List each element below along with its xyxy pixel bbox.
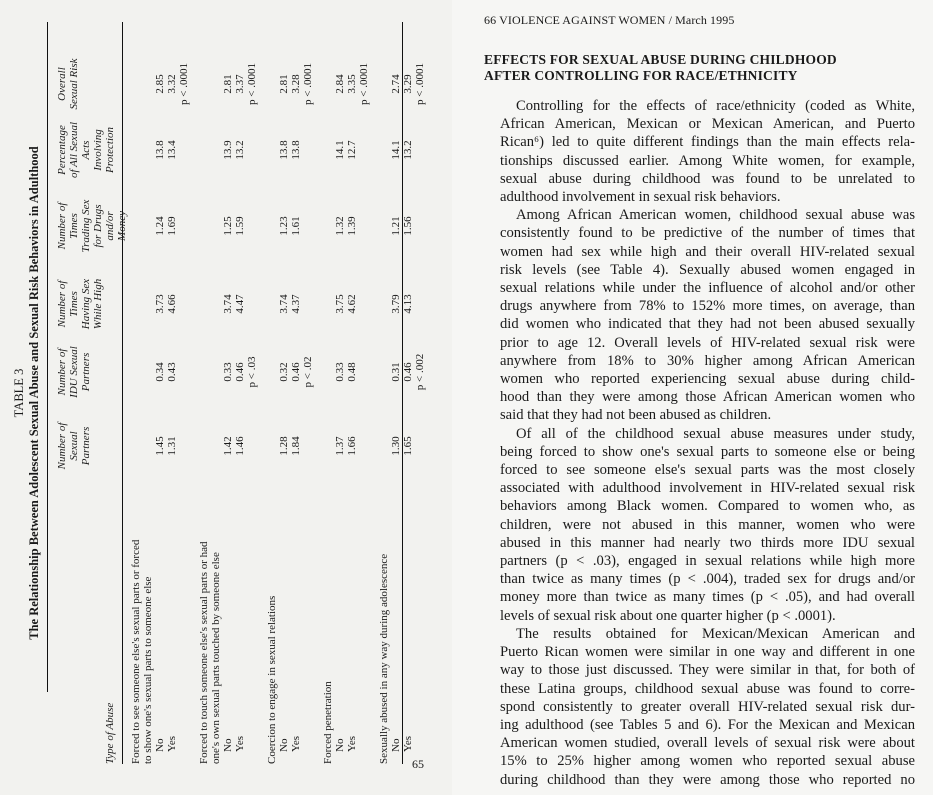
text-line: being forced to show one's sexual parts to someone else or being xyxy=(500,443,915,460)
paragraph xyxy=(484,97,915,206)
row-label-yes: Yes xyxy=(402,735,414,752)
table-cell: 3.74 xyxy=(222,294,234,314)
text-line: Controlling for the effects of race/ethnicity (coded as White, xyxy=(516,98,915,114)
group-label: Sexually abused in any way during adolescence xyxy=(378,553,390,764)
left-page-number: 65 xyxy=(412,757,424,771)
table-cell: 1.30 xyxy=(390,436,402,456)
section-heading xyxy=(484,52,904,84)
type-of-abuse-header: Type of Abuse xyxy=(104,702,116,764)
table-cell: 3.28 xyxy=(290,74,302,94)
text-line: women who reported experiencing sexual abuse during child- xyxy=(500,371,915,388)
table-cell: 3.35 xyxy=(346,74,358,94)
text-line: children, were not abused in this manner, women who were xyxy=(500,516,915,533)
text-line: said that they had not been abused as children. xyxy=(500,407,772,424)
table-cell: 3.32 xyxy=(166,74,178,94)
table-cell: 1.25 xyxy=(222,216,234,236)
table-cell: 3.74 xyxy=(278,294,290,314)
table-cell: 0.48 xyxy=(346,362,358,382)
table-cell: 14.1 xyxy=(390,140,402,160)
group-label: Forced to see someone else's sexual parts or forced xyxy=(130,539,142,764)
table-cell: 1.37 xyxy=(334,436,346,456)
column-header-5: Percentage of All Sexual Acts Involving Protection xyxy=(56,122,116,179)
table-cell: 0.46 xyxy=(402,362,414,382)
text-line: tionships discussed earlier. Among White women, for example, xyxy=(500,152,915,169)
text-line: Among African American women, childhood sexual abuse was xyxy=(516,207,915,224)
table-cell: 1.23 xyxy=(278,216,290,236)
table-cell: 13.2 xyxy=(234,140,246,160)
table-cell: 1.46 xyxy=(234,436,246,456)
running-head: 66 VIOLENCE AGAINST WOMEN / March 1995 xyxy=(484,13,735,27)
table-cell: 0.31 xyxy=(390,362,402,382)
table-cell: 3.79 xyxy=(390,294,402,314)
text-line: prior to age 12. Overall levels of HIV-related sexual risk were xyxy=(500,334,915,351)
table-cell: 3.75 xyxy=(334,294,346,314)
text-line: these Latina groups, childhood sexual abuse was found to corre- xyxy=(500,680,915,697)
text-line: associated with adulthood involvement in HIV-related sexual risk xyxy=(500,480,915,497)
text-line: Puerto Rican women were similar in one way and different in one xyxy=(500,644,915,661)
text-line: behaviors among Black women. Compared to women who, as xyxy=(500,498,915,515)
section-heading-line: AFTER CONTROLLING FOR RACE/ETHNICITY xyxy=(484,68,798,83)
significance-note: p < .0001 xyxy=(178,63,190,105)
significance-note: p < .0001 xyxy=(246,63,258,105)
table-3 xyxy=(10,22,428,764)
table-title: TABLE 3 xyxy=(12,368,26,418)
table-cell: 4.37 xyxy=(290,294,302,314)
text-line: during childhood than they were among those who reported no xyxy=(500,771,915,788)
table-cell: 2.81 xyxy=(222,74,234,94)
text-line: The results obtained for Mexican/Mexican American and xyxy=(516,625,915,642)
table-cell: 4.13 xyxy=(402,294,414,314)
paragraph xyxy=(484,206,915,424)
table-cell: 0.46 xyxy=(290,362,302,382)
text-line: American women studied, overall levels of sexual risk were about xyxy=(500,735,915,752)
text-line: risk levels (see Table 4). Sexually abused women engaged in xyxy=(500,261,915,278)
left-page xyxy=(0,0,453,795)
table-cell: 1.69 xyxy=(166,216,178,236)
table-cell: 1.32 xyxy=(334,216,346,236)
text-line: abused in this manner had nearly two thirds more IDU sexual xyxy=(500,534,915,551)
group-label: one's own sexual parts touched by someone else xyxy=(210,552,222,764)
group-label: to show one's sexual parts to someone else xyxy=(142,576,154,764)
text-line: 15% to 25% higher among women who reported sexual abuse xyxy=(500,753,915,770)
text-line: hood than they were among those African American women who xyxy=(500,389,915,406)
table-cell: 13.2 xyxy=(402,140,414,160)
text-line: forced to see someone else's sexual parts was the most closely xyxy=(500,462,915,479)
table-cell: 4.66 xyxy=(166,294,178,314)
table-cell: 13.4 xyxy=(166,140,178,160)
significance-note: p < .002 xyxy=(414,353,426,391)
table-cell: 13.8 xyxy=(290,140,302,160)
text-line: way to those just discussed. They were similar in that, for both of xyxy=(500,662,915,679)
table-cell: 2.84 xyxy=(334,74,346,94)
table-cell: 0.32 xyxy=(278,362,290,382)
text-line: spond consistently to greater overall HIV-related sexual risk dur- xyxy=(500,698,915,715)
table-cell: 1.45 xyxy=(154,436,166,456)
right-page xyxy=(452,0,933,795)
table-cell: 13.9 xyxy=(222,140,234,160)
table-cell: 3.37 xyxy=(234,74,246,94)
table-cell: 0.43 xyxy=(166,362,178,382)
table-cell: 0.34 xyxy=(154,362,166,382)
paragraph xyxy=(484,425,915,625)
column-header-4: Number of Times Trading Sex for Drugs and/or Money xyxy=(56,199,128,253)
group-label: Coercion to engage in sexual relations xyxy=(266,595,278,764)
table-header-rule xyxy=(122,22,123,764)
text-line: African American, Mexican or Mexican American, and Puerto xyxy=(500,116,915,133)
text-line: ing adulthood (see Tables 5 and 6). For the Mexican and Mexican xyxy=(500,716,915,733)
table-cell: 1.31 xyxy=(166,436,178,456)
table-cell: 0.33 xyxy=(334,362,346,382)
text-line: anywhere from 18% to 30% higher among African American xyxy=(500,352,915,369)
significance-note: p < .0001 xyxy=(358,63,370,105)
row-label-yes: Yes xyxy=(234,735,246,752)
table-cell: 1.39 xyxy=(346,216,358,236)
significance-note: p < .0001 xyxy=(414,63,426,105)
paragraph xyxy=(484,625,915,789)
text-line: adulthood involvement in sexual risk behaviors. xyxy=(500,189,781,206)
significance-note: p < .03 xyxy=(246,356,258,388)
column-header-6: Overall Sexual Risk xyxy=(56,58,80,110)
group-label: Forced penetration xyxy=(322,681,334,764)
table-cell: 1.84 xyxy=(290,436,302,456)
table-cell: 1.61 xyxy=(290,216,302,236)
text-line: sexual abuse during childhood was found to be unrelated to xyxy=(500,170,915,187)
table-cell: 3.73 xyxy=(154,294,166,314)
column-header-1: Number of Sexual Partners xyxy=(56,422,92,470)
row-label-no: No xyxy=(390,738,402,752)
table-cell: 1.56 xyxy=(402,216,414,236)
text-line: partners (p < .03), engaged in sexual relations while high more xyxy=(500,553,915,570)
table-subtitle: The Relationship Between Adolescent Sexual Abuse and Sexual Risk Behaviors in Adulthood xyxy=(27,146,41,640)
column-header-3: Number of Times Having Sex While High xyxy=(56,278,104,330)
significance-note: p < .0001 xyxy=(302,63,314,105)
row-label-yes: Yes xyxy=(290,735,302,752)
table-cell: 1.65 xyxy=(402,436,414,456)
table-cell: 0.33 xyxy=(222,362,234,382)
text-line: sexual relations while under the influence of alcohol and/or other xyxy=(500,280,915,297)
row-label-no: No xyxy=(278,738,290,752)
table-cell: 4.47 xyxy=(234,294,246,314)
table-cell: 12.7 xyxy=(346,140,358,160)
text-line: Of all of the childhood sexual abuse measures under study, xyxy=(516,425,915,442)
table-cell: 1.28 xyxy=(278,436,290,456)
row-label-yes: Yes xyxy=(346,735,358,752)
table-cell: 1.21 xyxy=(390,216,402,236)
text-line: Rican⁶) led to quite different findings than the main effects rela- xyxy=(500,134,915,151)
table-cell: 2.85 xyxy=(154,74,166,94)
table-cell: 13.8 xyxy=(154,140,166,160)
table-cell: 1.66 xyxy=(346,436,358,456)
section-heading-line: EFFECTS FOR SEXUAL ABUSE DURING CHILDHOOD xyxy=(484,52,837,67)
table-cell: 3.29 xyxy=(402,74,414,94)
table-cell: 1.24 xyxy=(154,216,166,236)
table-cell: 14.1 xyxy=(334,140,346,160)
table-cell: 0.46 xyxy=(234,362,246,382)
body-text xyxy=(484,97,915,789)
group-label: Forced to touch someone else's sexual parts or had xyxy=(198,541,210,764)
row-label-no: No xyxy=(154,738,166,752)
text-line: than twice as many times (p < .004), traded sex for drugs and/or xyxy=(500,571,915,588)
table-cell: 1.59 xyxy=(234,216,246,236)
table-cell: 2.74 xyxy=(390,74,402,94)
table-cell: 2.81 xyxy=(278,74,290,94)
text-line: consistently found to be predictive of the number of times that xyxy=(500,225,915,242)
text-line: levels of sexual risk about one quarter higher (p < .0001). xyxy=(500,607,836,624)
text-line: money more than twice as many times (p < .05), and had overall xyxy=(500,589,915,606)
table-grid xyxy=(48,22,426,764)
text-line: women had sex while high and their overall HIV-related sexual xyxy=(500,243,915,260)
text-line: did women who indicated that they had not been abused sexually xyxy=(500,316,915,333)
row-label-yes: Yes xyxy=(166,735,178,752)
row-label-no: No xyxy=(334,738,346,752)
text-line: drugs anywhere from 78% to 152% more times, on average, than xyxy=(500,298,915,315)
column-header-2: Number of IDU Sexual Partners xyxy=(56,346,92,398)
table-cell: 13.8 xyxy=(278,140,290,160)
table-cell: 1.42 xyxy=(222,436,234,456)
table-cell: 4.62 xyxy=(346,294,358,314)
row-label-no: No xyxy=(222,738,234,752)
significance-note: p < .02 xyxy=(302,356,314,388)
